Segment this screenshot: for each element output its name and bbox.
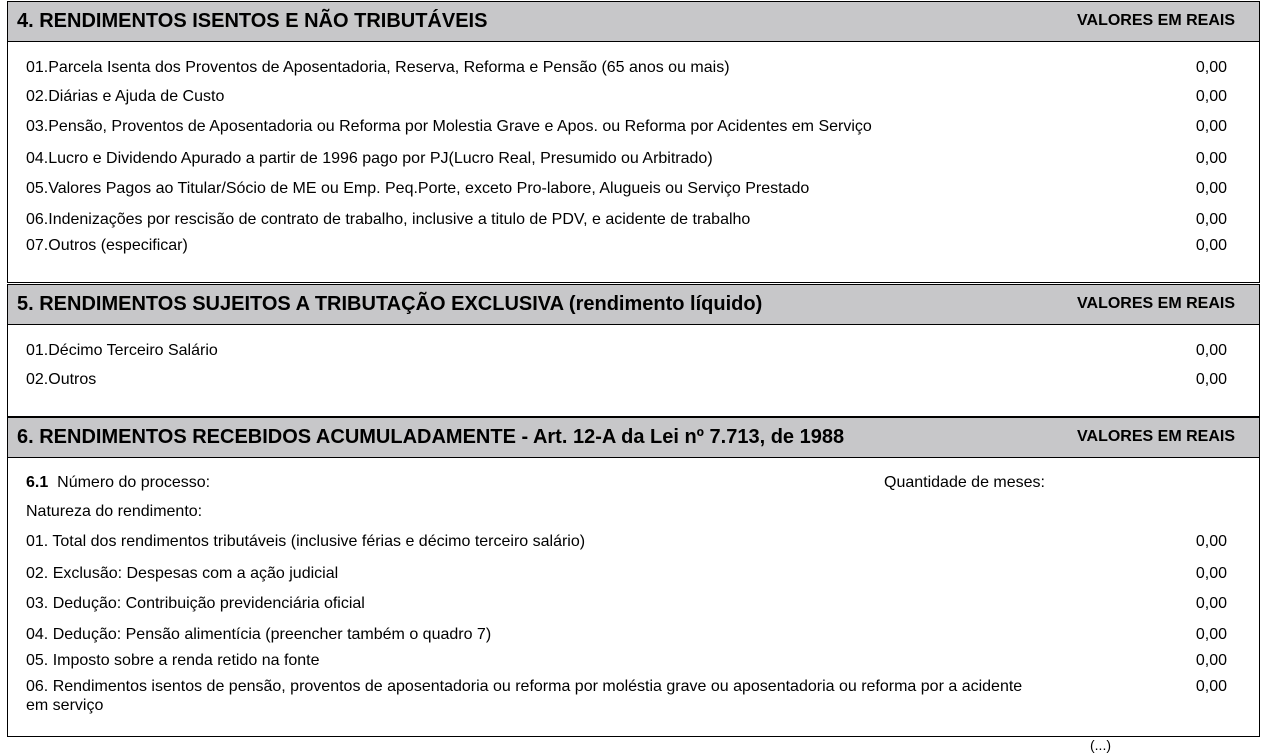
months-quantity-label: Quantidade de meses: <box>884 474 1045 491</box>
row-value: 0,00 <box>1195 565 1227 582</box>
section-6-header <box>8 418 1259 458</box>
row-label: 03.Pensão, Proventos de Aposentadoria ou Reforma por Molestia Grave e Apos. ou Reforma por Acidentes em Serviço <box>26 118 872 135</box>
section-6-row-06 <box>26 677 1227 717</box>
row-label: 02. Exclusão: Despesas com a ação judicial <box>26 565 339 582</box>
row-label: 03. Dedução: Contribuição previdenciária oficial <box>26 595 365 612</box>
row-value: 0,00 <box>1195 626 1227 643</box>
row-value: 0,00 <box>1195 678 1227 695</box>
row-label: 01. Total dos rendimentos tributáveis (inclusive férias e décimo terceiro salário) <box>26 533 586 550</box>
section-5 <box>7 284 1260 417</box>
section-6 <box>7 417 1260 737</box>
row-label: 01.Décimo Terceiro Salário <box>26 342 218 359</box>
row-label: 07.Outros (especificar) <box>26 237 188 254</box>
row-label: 02.Diárias e Ajuda de Custo <box>26 88 225 105</box>
nature-label: Natureza do rendimento: <box>26 503 203 520</box>
row-value: 0,00 <box>1195 595 1227 612</box>
row-value: 0,00 <box>1195 371 1227 388</box>
item-number: 6.1 <box>26 474 49 491</box>
row-label: 04. Dedução: Pensão alimentícia (preencher também o quadro 7) <box>26 626 492 643</box>
continuation-mark: (...) <box>1090 737 1111 753</box>
row-label: 02.Outros <box>26 371 97 388</box>
section-5-title: 5. RENDIMENTOS SUJEITOS A TRIBUTAÇÃO EXCLUSIVA (rendimento líquido) <box>17 293 763 315</box>
row-value: 0,00 <box>1195 180 1227 197</box>
row-value: 0,00 <box>1195 150 1227 167</box>
row-label: 04.Lucro e Dividendo Apurado a partir de 1996 pago por PJ(Lucro Real, Presumido ou Arbitrado) <box>26 150 713 167</box>
section-5-values-header: VALORES EM REAIS <box>1077 295 1235 312</box>
section-4 <box>7 1 1260 283</box>
row-label: 05.Valores Pagos ao Titular/Sócio de ME ou Emp. Peq.Porte, exceto Pro-labore, Alugueis ou Serviço Prestado <box>26 180 810 197</box>
row-value: 0,00 <box>1195 88 1227 105</box>
section-4-values-header: VALORES EM REAIS <box>1077 12 1235 29</box>
process-number-field <box>26 473 210 493</box>
row-value: 0,00 <box>1195 118 1227 135</box>
row-value: 0,00 <box>1195 342 1227 359</box>
row-label: 01.Parcela Isenta dos Proventos de Aposentadoria, Reserva, Reforma e Pensão (65 anos ou mais) <box>26 59 730 76</box>
row-label: 06.Indenizações por rescisão de contrato de trabalho, inclusive a titulo de PDV, e acidente de trabalho <box>26 211 751 228</box>
row-label: 06. Rendimentos isentos de pensão, proventos de aposentadoria ou reforma por moléstia grave ou aposentadoria ou reforma por a acidente em serviço <box>26 678 1023 714</box>
row-value: 0,00 <box>1195 533 1227 550</box>
section-6-title: 6. RENDIMENTOS RECEBIDOS ACUMULADAMENTE - Art. 12-A da Lei nº 7.713, de 1988 <box>17 426 845 448</box>
section-4-header <box>8 2 1259 42</box>
section-4-title: 4. RENDIMENTOS ISENTOS E NÃO TRIBUTÁVEIS <box>17 10 488 32</box>
row-value: 0,00 <box>1195 237 1227 254</box>
process-number-label: Número do processo: <box>57 474 211 491</box>
row-value: 0,00 <box>1195 59 1227 76</box>
row-value: 0,00 <box>1195 652 1227 669</box>
section-5-header <box>8 285 1259 325</box>
row-label: 05. Imposto sobre a renda retido na fonte <box>26 652 320 669</box>
section-6-values-header: VALORES EM REAIS <box>1077 428 1235 445</box>
row-value: 0,00 <box>1195 211 1227 228</box>
